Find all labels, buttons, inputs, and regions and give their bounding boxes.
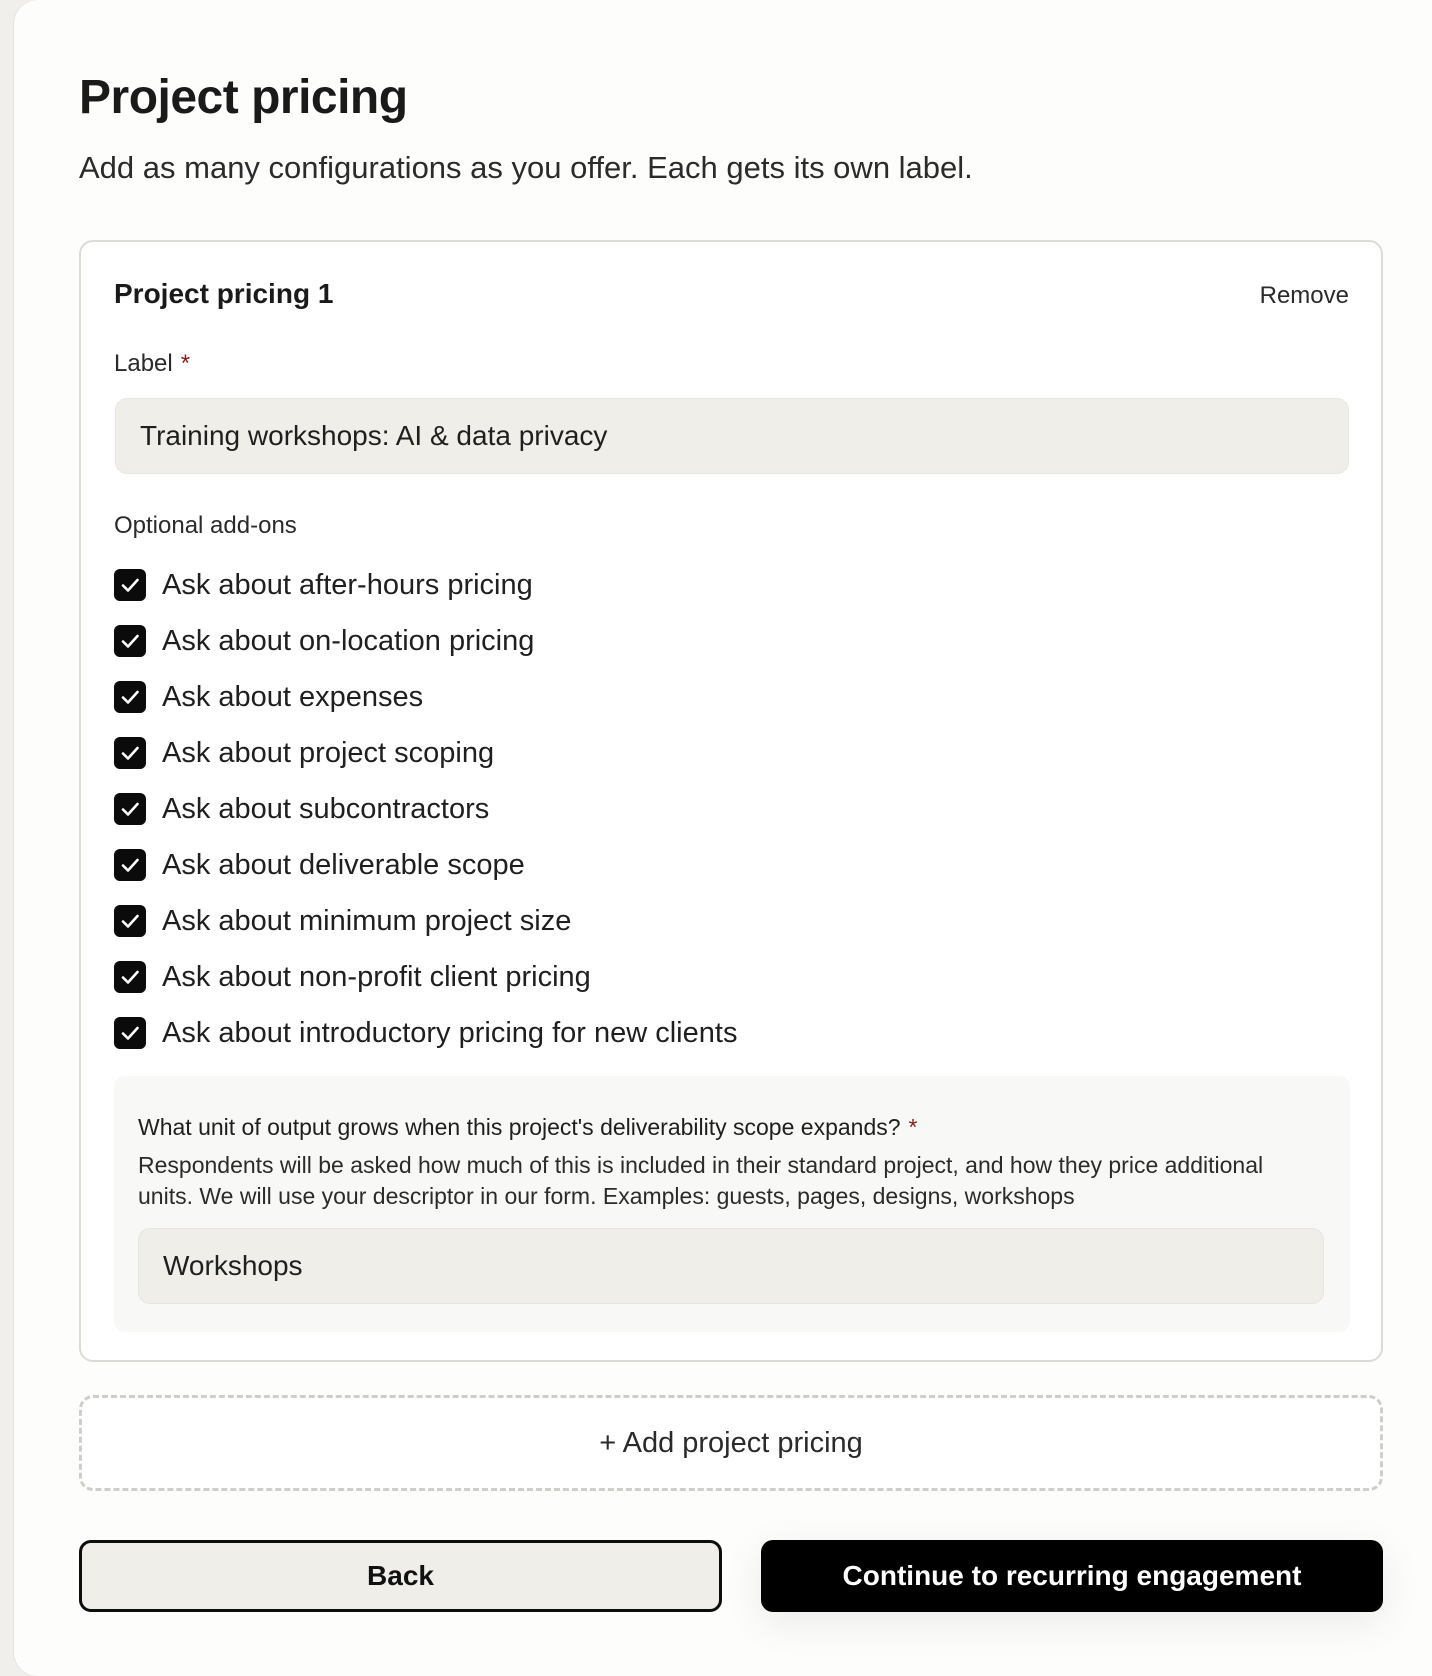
checkmark-icon (119, 1022, 141, 1044)
checkmark-icon (119, 574, 141, 596)
addon-label: Ask about non-profit client pricing (162, 960, 591, 993)
label-input[interactable] (115, 398, 1349, 474)
checkmark-icon (119, 798, 141, 820)
remove-button[interactable]: Remove (1259, 282, 1349, 309)
page-panel (14, 0, 1432, 1676)
label-field-text: Label (114, 350, 173, 377)
addon-label: Ask about deliverable scope (162, 848, 525, 881)
required-marker: * (180, 350, 191, 377)
checkbox[interactable] (114, 625, 146, 657)
checkmark-icon (119, 686, 141, 708)
checkbox[interactable] (114, 905, 146, 937)
checkbox[interactable] (114, 1017, 146, 1049)
unit-help-text: Respondents will be asked how much of this is included in their standard project, and how they price additional units. We will use your descriptor in our form. Examples: guests, pages, designs, workshops (138, 1152, 1264, 1209)
checkbox[interactable] (114, 961, 146, 993)
unit-question (138, 1114, 917, 1141)
addons-label: Optional add-ons (114, 512, 297, 539)
checkbox[interactable] (114, 793, 146, 825)
addon-checkbox-row[interactable] (114, 893, 737, 949)
unit-input-value: Workshops (163, 1250, 303, 1281)
project-pricing-card (79, 240, 1383, 1362)
addon-checkbox-row[interactable] (114, 1005, 737, 1061)
back-button[interactable]: Back (79, 1540, 722, 1612)
addon-label: Ask about expenses (162, 680, 424, 713)
checkmark-icon (119, 910, 141, 932)
addon-checkbox-row[interactable] (114, 781, 737, 837)
addon-label: Ask about after-hours pricing (162, 568, 533, 601)
required-marker: * (908, 1114, 918, 1140)
addon-label: Ask about introductory pricing for new clients (162, 1016, 738, 1049)
checkbox[interactable] (114, 681, 146, 713)
page-title: Project pricing (79, 71, 408, 124)
unit-question-text: What unit of output grows when this project's deliverability scope expands? (138, 1114, 901, 1140)
checkbox[interactable] (114, 569, 146, 601)
unit-input[interactable] (138, 1228, 1324, 1304)
addon-checkbox-row[interactable] (114, 557, 737, 613)
addon-label: Ask about on-location pricing (162, 624, 535, 657)
add-project-pricing-button[interactable]: + Add project pricing (79, 1395, 1383, 1491)
continue-button[interactable]: Continue to recurring engagement (761, 1540, 1383, 1612)
addon-label: Ask about project scoping (162, 736, 495, 769)
checkmark-icon (119, 966, 141, 988)
checkbox[interactable] (114, 737, 146, 769)
page-subtitle: Add as many configurations as you offer. Each gets its own label. (79, 150, 973, 185)
addon-checkbox-row[interactable] (114, 725, 737, 781)
label-field-label (114, 350, 190, 378)
addon-checkbox-row[interactable] (114, 949, 737, 1005)
label-input-value: Training workshops: AI & data privacy (140, 420, 608, 451)
checkbox[interactable] (114, 849, 146, 881)
addon-checkbox-row[interactable] (114, 669, 737, 725)
addons-checklist (114, 557, 737, 1061)
card-title: Project pricing 1 (114, 278, 334, 309)
checkmark-icon (119, 742, 141, 764)
unit-field-panel (114, 1076, 1350, 1332)
checkmark-icon (119, 630, 141, 652)
addon-label: Ask about subcontractors (162, 792, 490, 825)
addon-checkbox-row[interactable] (114, 613, 737, 669)
checkmark-icon (119, 854, 141, 876)
addon-label: Ask about minimum project size (162, 904, 572, 937)
addon-checkbox-row[interactable] (114, 837, 737, 893)
